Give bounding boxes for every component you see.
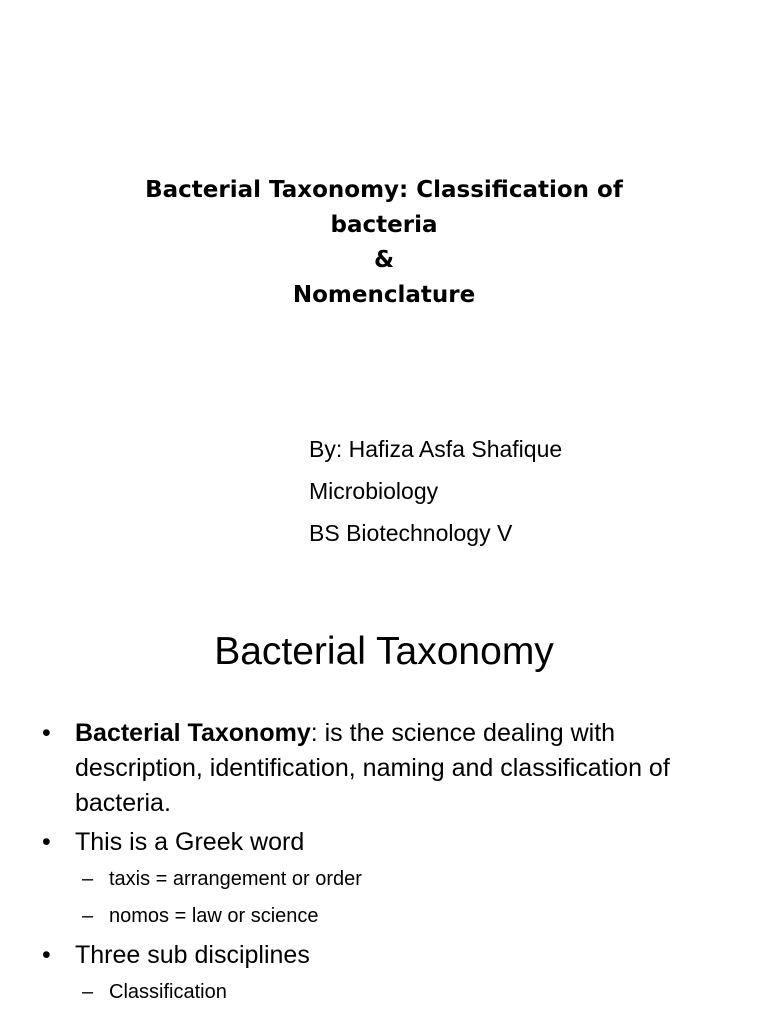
- presentation-title: [60, 173, 708, 313]
- sub-item-text: nomos = law or science: [109, 905, 319, 927]
- title-line: &: [373, 247, 395, 273]
- title-line: Nomenclature: [292, 282, 476, 308]
- sub-item-text: taxis = arrangement or order: [109, 868, 362, 890]
- bullet-text: : is the science dealing with description, identification, naming and classification of bacteria.: [75, 719, 670, 817]
- bullet-icon: •: [42, 941, 51, 969]
- bullet-list: [42, 716, 732, 1014]
- sub-item-text: Classification: [109, 981, 227, 1003]
- program: BS Biotechnology V: [309, 520, 513, 546]
- title-line: bacteria: [330, 212, 438, 238]
- bullet-text: Three sub disciplines: [75, 941, 310, 969]
- bullet-item: [42, 825, 732, 860]
- author-info: [309, 428, 562, 554]
- bullet-icon: •: [42, 828, 51, 856]
- dash-icon: –: [82, 905, 94, 927]
- sub-item: [42, 901, 732, 931]
- slide-title: Bacterial Taxonomy: [214, 630, 554, 673]
- sub-item: [42, 977, 732, 1007]
- bullet-icon: •: [42, 719, 51, 747]
- content-slide: [0, 576, 768, 1024]
- subject: Microbiology: [309, 478, 439, 504]
- bullet-item: [42, 938, 732, 973]
- bullet-text: This is a Greek word: [75, 828, 305, 856]
- dash-icon: –: [82, 868, 94, 890]
- sub-item: [42, 864, 732, 894]
- title-line: Bacterial Taxonomy: Classification of: [145, 177, 623, 203]
- bullet-item: [42, 716, 732, 821]
- author-name: By: Hafiza Asfa Shafique: [309, 436, 563, 462]
- dash-icon: –: [82, 981, 94, 1003]
- bullet-term: Bacterial Taxonomy: [75, 719, 311, 747]
